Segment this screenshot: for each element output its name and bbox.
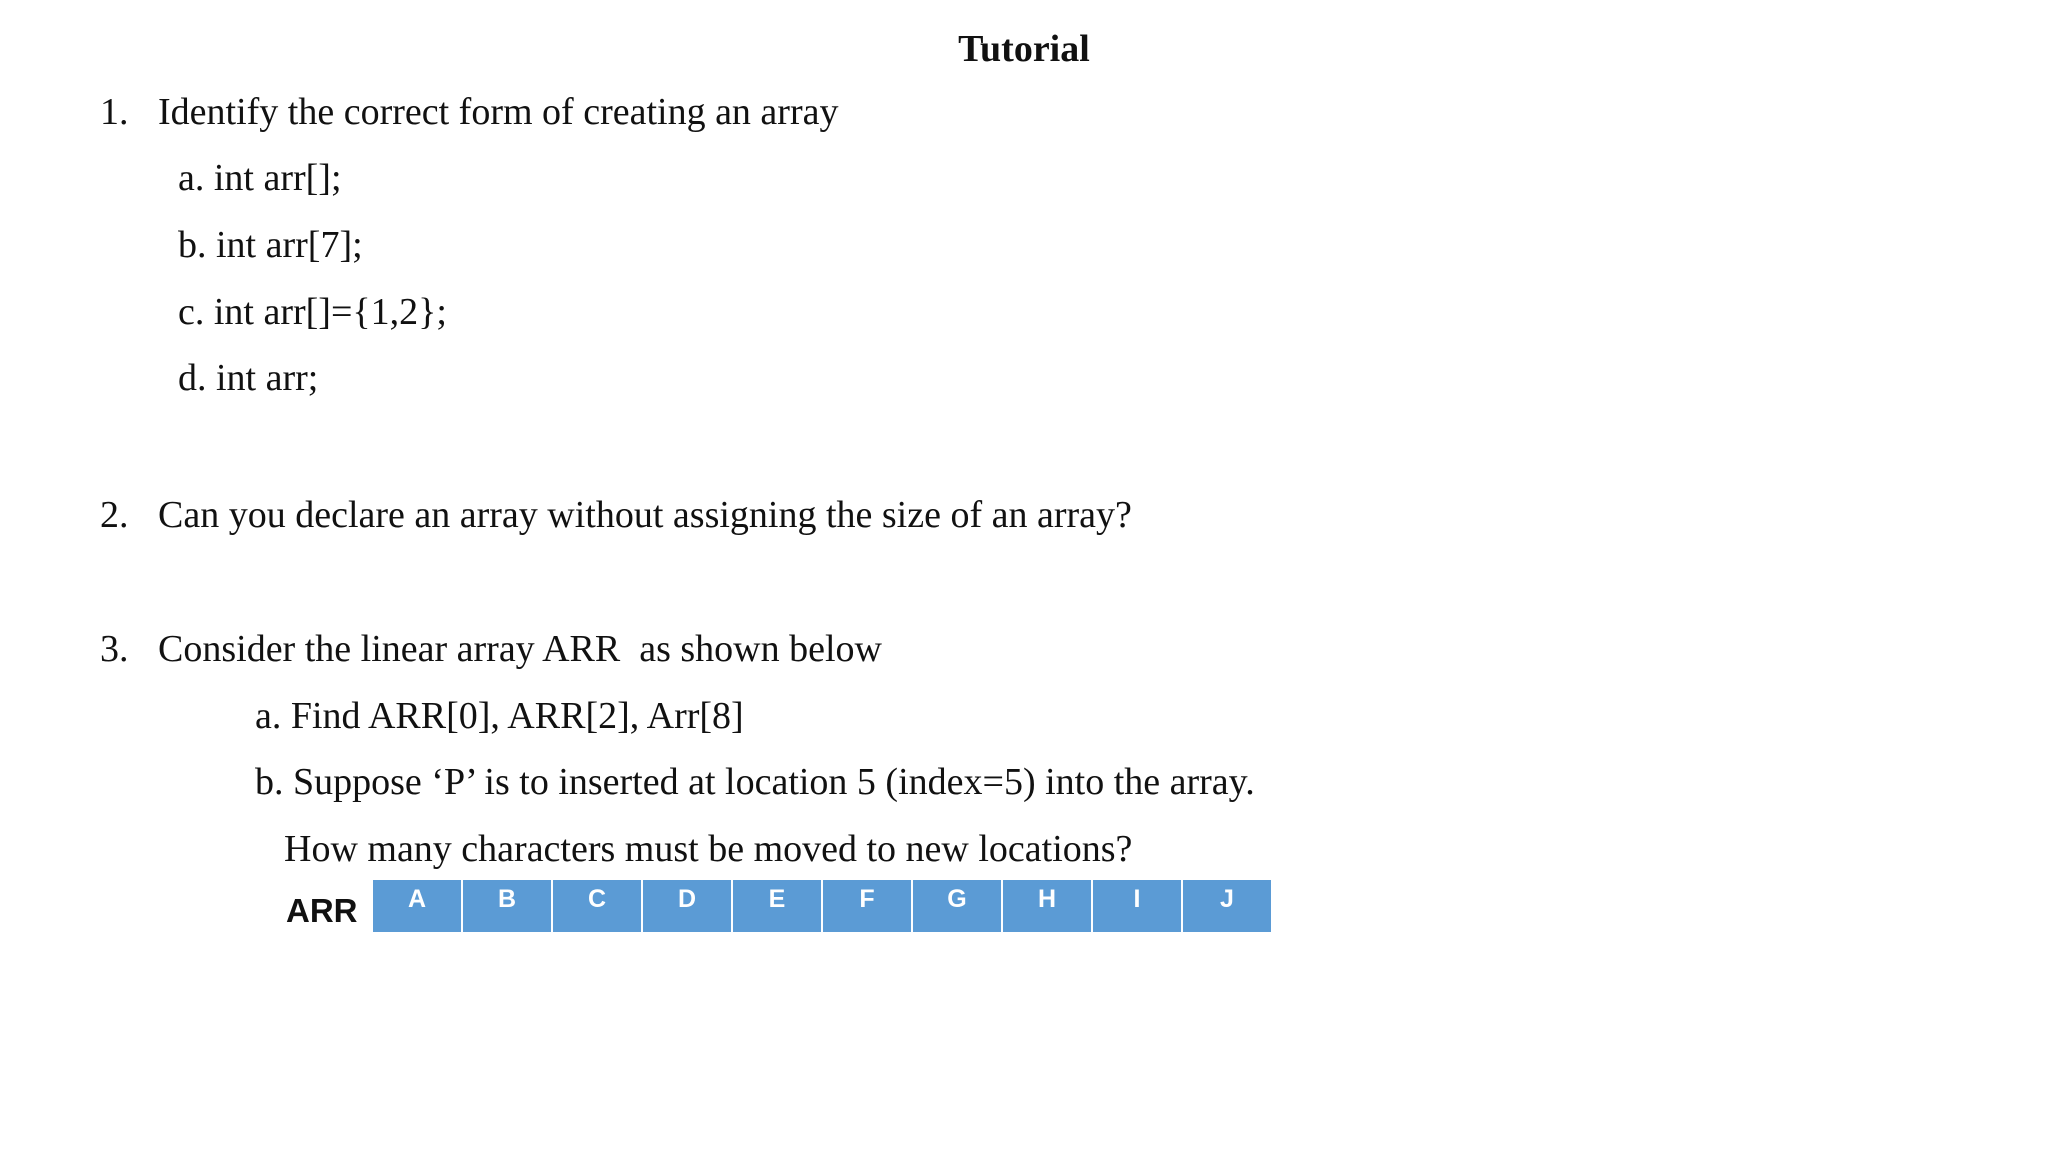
question-2-number: 2. — [100, 494, 129, 536]
question-1-option-b: b. int arr[7]; — [178, 224, 363, 266]
question-3-part-a: a. Find ARR[0], ARR[2], Arr[8] — [255, 695, 744, 737]
array-label: ARR — [286, 892, 358, 929]
question-3-number: 3. — [100, 628, 129, 670]
array-cell: H — [1003, 880, 1091, 932]
array-cell: C — [553, 880, 641, 932]
question-3-text: Consider the linear array ARR as shown below — [158, 628, 882, 670]
array-cell: B — [463, 880, 551, 932]
array-cell: F — [823, 880, 911, 932]
question-3-part-b: b. Suppose ‘P’ is to inserted at location 5 (index=5) into the array. — [255, 761, 1255, 803]
question-2-text: Can you declare an array without assigning the size of an array? — [158, 494, 1132, 536]
array-cell: I — [1093, 880, 1181, 932]
array-cell: D — [643, 880, 731, 932]
question-3-part-b-continued: How many characters must be moved to new locations? — [284, 828, 1133, 870]
question-1-option-c: c. int arr[]={1,2}; — [178, 291, 447, 333]
array-cell: A — [373, 880, 461, 932]
question-1-text: Identify the correct form of creating an array — [158, 91, 839, 133]
page-title: Tutorial — [958, 28, 1090, 70]
array-cell: E — [733, 880, 821, 932]
question-1-number: 1. — [100, 91, 129, 133]
question-1-option-a: a. int arr[]; — [178, 157, 342, 199]
array-cell: G — [913, 880, 1001, 932]
array-cells — [373, 880, 1271, 932]
array-cell: J — [1183, 880, 1271, 932]
question-1-option-d: d. int arr; — [178, 357, 319, 399]
